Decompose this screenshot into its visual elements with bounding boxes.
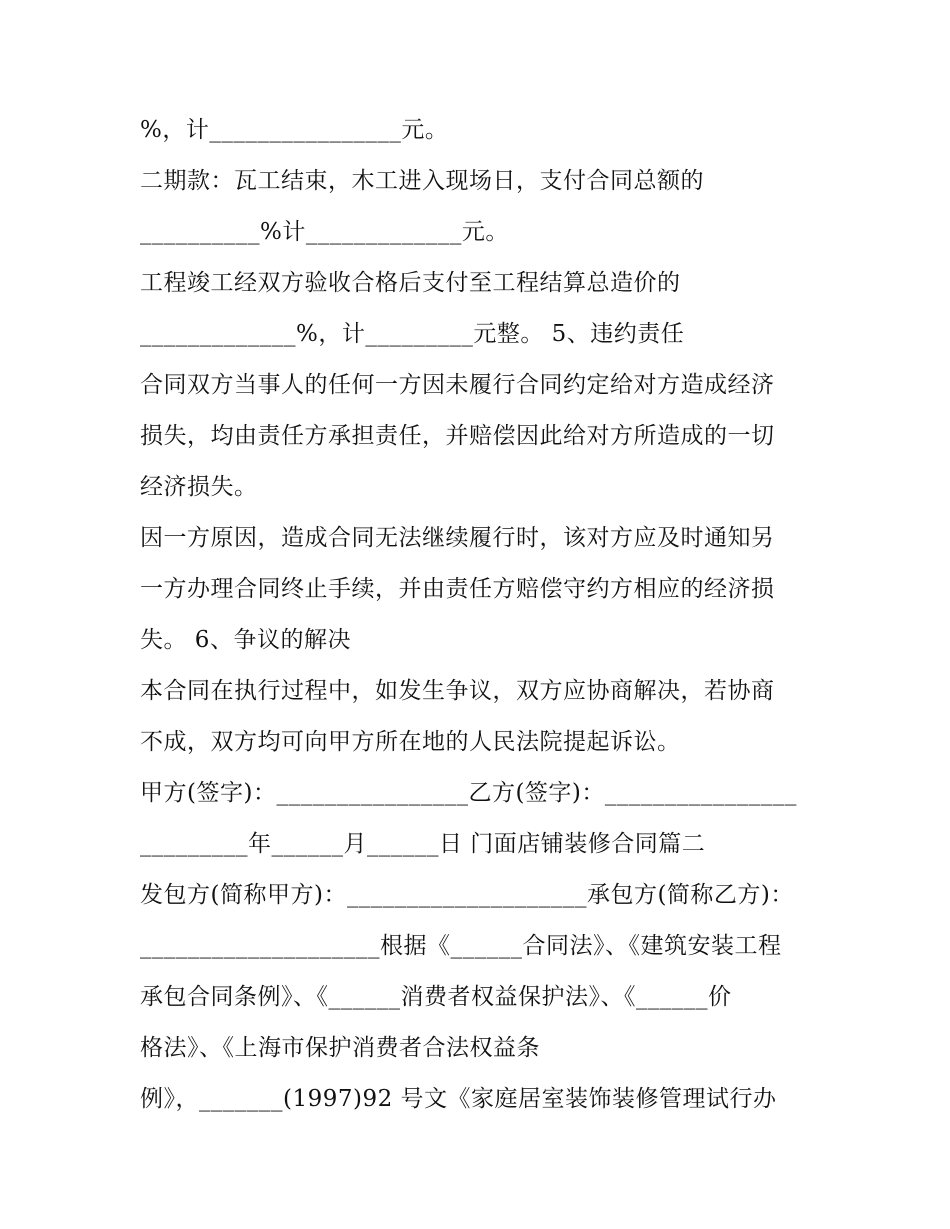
text-line: %，计________________元。: [140, 117, 449, 143]
text-line: _________年______月______日 门面店铺装修合同篇二: [140, 831, 706, 857]
text-line: 一方办理合同终止手续，并由责任方赔偿守约方相应的经济损: [140, 576, 775, 602]
text-line: ____________________根据《______合同法》、《建筑安装工程: [140, 933, 782, 959]
text-line: 损失，均由责任方承担责任，并赔偿因此给对方所造成的一切: [140, 423, 775, 449]
text-line: 发包方(简称甲方)：____________________承包方(简称乙方)：: [140, 882, 794, 908]
text-line: 经济损失。: [140, 474, 258, 500]
text-line: 甲方(签字)：________________乙方(签字)：________________: [140, 780, 797, 806]
text-line: 不成，双方均可向甲方所在地的人民法院提起诉讼。: [140, 729, 681, 755]
text-line: 例》，_______(1997)92 号文《家庭居室装饰装修管理试行办: [140, 1086, 777, 1112]
text-line: 格法》、《上海市保护消费者合法权益条: [140, 1035, 540, 1061]
text-line: _____________%，计_________元整。 5、违约责任: [140, 321, 685, 347]
text-line: 本合同在执行过程中，如发生争议，双方应协商解决，若协商: [140, 678, 775, 704]
text-line: 承包合同条例》、《______消费者权益保护法》、《______价: [140, 984, 732, 1010]
text-line: 失。 6、争议的解决: [140, 627, 351, 653]
text-line: __________%计_____________元。: [140, 219, 509, 245]
text-line: 二期款：瓦工结束，木工进入现场日，支付合同总额的: [140, 168, 704, 194]
text-line: 合同双方当事人的任何一方因未履行合同约定给对方造成经济: [140, 372, 775, 398]
text-line: 因一方原因，造成合同无法继续履行时，该对方应及时通知另: [140, 525, 775, 551]
text-line: 工程竣工经双方验收合格后支付至工程结算总造价的: [140, 270, 681, 296]
